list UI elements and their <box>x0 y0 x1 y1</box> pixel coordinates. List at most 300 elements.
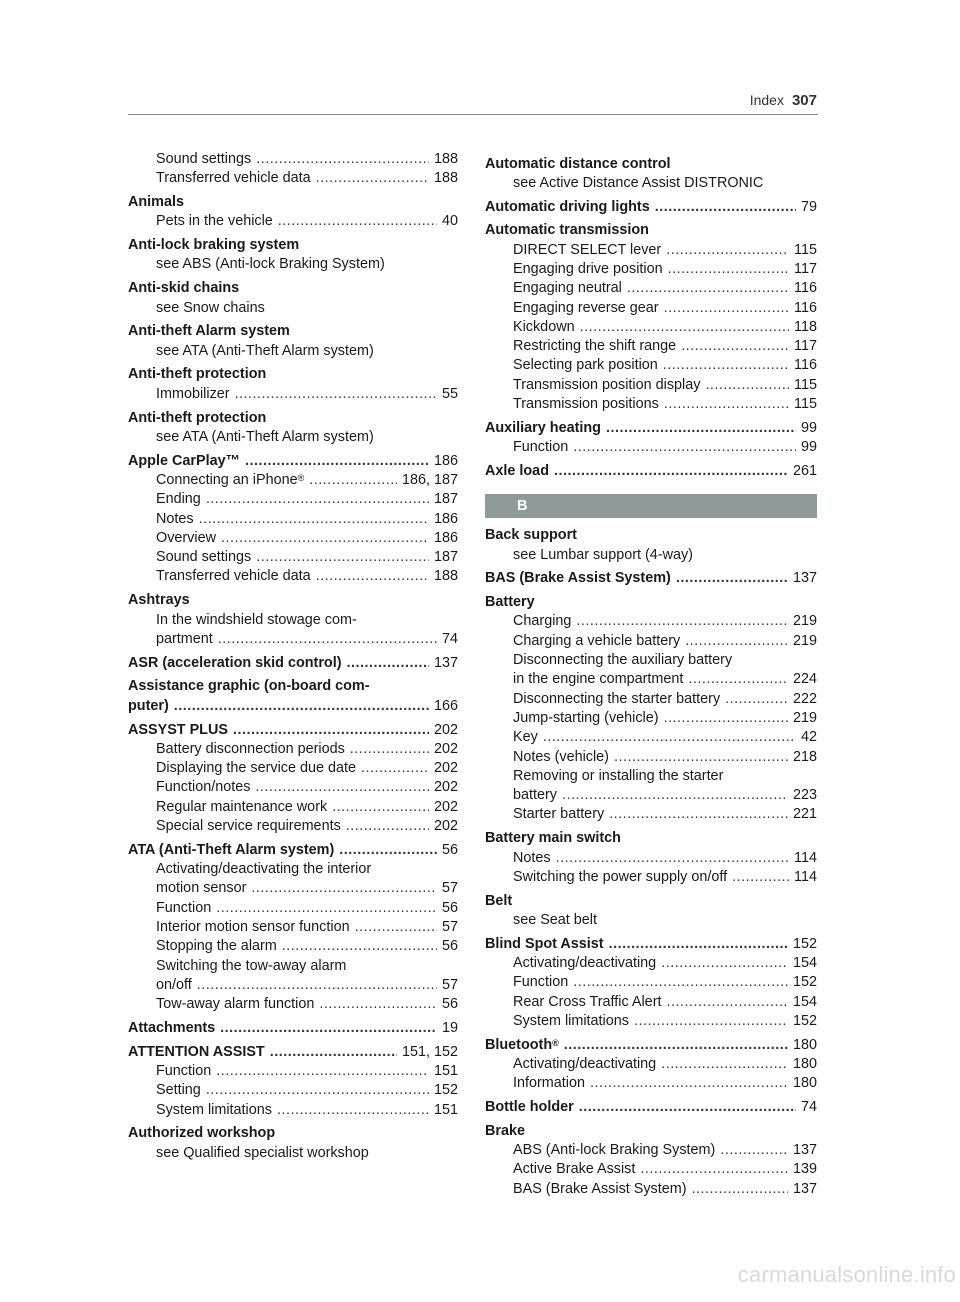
entry-text: Connecting an iPhone <box>156 471 298 488</box>
page-reference[interactable]: 115 <box>794 396 817 413</box>
entry-label <box>513 337 676 356</box>
index-subentry[interactable] <box>128 798 458 817</box>
index-subentry[interactable] <box>485 849 817 868</box>
page-reference[interactable]: 152 <box>792 1012 817 1029</box>
index-reference: Removing or installing the starter <box>513 767 724 784</box>
entry-label <box>513 973 568 992</box>
entry-text: Regular maintenance work <box>156 798 328 815</box>
dot-leader <box>564 1036 788 1055</box>
index-subentry[interactable] <box>128 548 458 567</box>
entry-text: Setting <box>156 1082 201 1099</box>
entry-text: Apple CarPlay™ <box>128 452 240 469</box>
index-column-right <box>485 150 817 1199</box>
dot-leader <box>606 419 796 438</box>
page-reference[interactable]: 202 <box>433 779 458 796</box>
page-reference[interactable]: 74 <box>441 630 458 647</box>
page-reference[interactable]: 186, 187 <box>401 471 458 488</box>
entry-label <box>156 976 192 995</box>
page-reference[interactable]: 186 <box>433 529 458 546</box>
page-reference[interactable]: 219 <box>792 709 817 726</box>
entry-text: Transferred vehicle data <box>156 568 311 585</box>
page-reference[interactable]: 55 <box>441 385 458 402</box>
page-reference[interactable]: 116 <box>794 357 817 374</box>
page-reference[interactable]: 99 <box>800 419 817 436</box>
index-subentry[interactable] <box>128 918 458 937</box>
dot-leader <box>255 778 429 797</box>
index-subentry[interactable] <box>485 241 817 260</box>
index-subentry[interactable] <box>128 567 458 586</box>
entry-text: Transmission positions <box>513 396 659 413</box>
index-heading-entry[interactable] <box>128 697 458 716</box>
dot-leader <box>199 510 429 529</box>
index-heading-entry[interactable] <box>128 1043 458 1062</box>
dot-leader <box>216 1062 429 1081</box>
page-reference[interactable]: 116 <box>794 299 817 316</box>
page-number: 307 <box>791 92 817 109</box>
dot-leader <box>319 995 437 1014</box>
dot-leader <box>705 376 789 395</box>
index-subentry[interactable] <box>128 937 458 956</box>
index-heading-entry[interactable] <box>485 569 817 588</box>
entry-label <box>156 778 250 797</box>
dot-leader <box>676 569 788 588</box>
index-heading-entry[interactable] <box>128 1019 458 1038</box>
dot-leader <box>664 709 788 728</box>
dot-leader <box>278 212 437 231</box>
page-reference[interactable]: 223 <box>792 787 817 804</box>
dot-leader <box>590 1074 788 1093</box>
index-subentry[interactable] <box>485 612 817 631</box>
index-heading-entry[interactable] <box>485 935 817 954</box>
page-reference[interactable]: 139 <box>792 1161 817 1178</box>
entry-label <box>128 721 228 740</box>
page-reference[interactable]: 186 <box>433 452 458 469</box>
dot-leader <box>663 356 789 375</box>
index-heading: Authorized workshop <box>128 1125 276 1142</box>
index-subentry[interactable] <box>485 632 817 651</box>
index-heading: Anti-lock braking system <box>128 237 300 254</box>
page-reference[interactable]: 154 <box>792 954 817 971</box>
page-reference[interactable]: 152 <box>792 974 817 991</box>
index-subentry[interactable] <box>485 670 817 689</box>
index-subentry[interactable] <box>128 471 458 490</box>
index-subentry[interactable] <box>485 337 817 356</box>
page-reference[interactable]: 137 <box>792 1142 817 1159</box>
index-subentry[interactable] <box>485 260 817 279</box>
entry-text: ATTENTION ASSIST <box>128 1043 265 1060</box>
index-subentry[interactable] <box>128 1062 458 1081</box>
index-subentry[interactable] <box>485 1055 817 1074</box>
dot-leader <box>216 899 437 918</box>
index-subentry[interactable] <box>485 1074 817 1093</box>
entry-label <box>156 817 341 836</box>
entry-label <box>128 452 240 471</box>
entry-label <box>156 630 213 649</box>
entry-label <box>156 1062 211 1081</box>
entry-text: Sound settings <box>156 151 252 167</box>
entry-label <box>156 471 304 490</box>
entry-text: Attachments <box>128 1019 216 1036</box>
entry-label <box>128 1019 215 1038</box>
page-reference[interactable]: 261 <box>792 462 817 479</box>
entry-text: Engaging drive position <box>513 260 663 277</box>
dot-leader <box>277 1101 429 1120</box>
entry-text: Function/notes <box>156 779 251 796</box>
index-subentry[interactable] <box>128 529 458 548</box>
dot-leader <box>350 740 429 759</box>
dot-leader <box>256 150 429 169</box>
page-reference[interactable]: 42 <box>800 729 817 746</box>
header-divider <box>128 114 818 115</box>
page-reference[interactable]: 188 <box>433 568 458 585</box>
page-reference[interactable]: 186 <box>433 510 458 527</box>
dot-leader <box>361 759 429 778</box>
index-heading: Assistance graphic (on-board com- <box>128 678 370 695</box>
entry-text: ASSYST PLUS <box>128 721 228 738</box>
entry-text: Function <box>156 1063 212 1080</box>
dot-leader <box>556 849 789 868</box>
dot-leader <box>316 567 429 586</box>
index-subentry[interactable] <box>128 490 458 509</box>
dot-leader <box>573 973 788 992</box>
entry-label <box>513 748 609 767</box>
index-subentry[interactable] <box>485 438 817 457</box>
page-reference[interactable]: 99 <box>800 439 817 456</box>
index-subentry[interactable] <box>128 879 458 898</box>
index-heading-entry[interactable] <box>485 198 817 217</box>
index-subentry[interactable] <box>128 995 458 1014</box>
dot-leader <box>655 198 796 217</box>
entry-text: Battery disconnection periods <box>156 740 345 757</box>
dot-leader <box>666 241 789 260</box>
index-heading: Anti-theft protection <box>128 366 267 383</box>
entry-text: Information <box>513 1075 585 1092</box>
entry-text: BAS (Brake Assist System) <box>485 570 671 587</box>
index-heading: Ashtrays <box>128 592 190 609</box>
dot-leader <box>627 279 789 298</box>
index-subentry[interactable] <box>485 709 817 728</box>
dot-leader <box>579 1098 796 1117</box>
index-heading: Battery main switch <box>485 830 621 847</box>
entry-text: Restricting the shift range <box>513 338 677 355</box>
entry-label <box>513 1012 629 1031</box>
index-heading-entry[interactable] <box>485 462 817 481</box>
page-reference[interactable]: 202 <box>433 818 458 834</box>
page-reference[interactable]: 114 <box>794 849 817 866</box>
index-subentry[interactable] <box>128 817 458 836</box>
dot-leader <box>681 337 789 356</box>
entry-label <box>513 728 538 747</box>
entry-label <box>156 490 201 509</box>
entry-label <box>513 709 659 728</box>
dot-leader <box>661 954 788 973</box>
page-reference[interactable]: 117 <box>794 338 817 355</box>
index-heading-entry[interactable] <box>485 1036 817 1055</box>
page-reference[interactable]: 56 <box>441 938 458 955</box>
dot-leader <box>664 395 789 414</box>
page-reference[interactable]: 19 <box>441 1019 458 1036</box>
page-reference[interactable]: 221 <box>792 806 817 823</box>
dot-leader <box>573 438 796 457</box>
dot-leader <box>220 1019 437 1038</box>
dot-leader <box>661 1055 788 1074</box>
index-reference: see Qualified specialist workshop <box>156 1144 369 1161</box>
entry-label <box>513 670 683 689</box>
page-reference[interactable]: 219 <box>792 613 817 630</box>
page-reference[interactable]: 202 <box>433 740 458 757</box>
dot-leader <box>235 385 437 404</box>
entry-text: Jump-starting (vehicle) <box>513 709 659 726</box>
entry-label <box>513 1141 715 1160</box>
index-subentry[interactable] <box>485 748 817 767</box>
page-reference[interactable]: 151 <box>433 1101 458 1118</box>
entry-label <box>513 805 604 824</box>
dot-leader <box>543 728 796 747</box>
index-heading: Back support <box>485 527 577 544</box>
page-reference[interactable]: 187 <box>433 549 458 566</box>
index-subentry[interactable] <box>485 279 817 298</box>
dot-leader <box>339 841 437 860</box>
entry-text: Pets in the vehicle <box>156 213 273 230</box>
entry-text: Disconnecting the starter battery <box>513 690 721 707</box>
index-subentry[interactable] <box>485 1180 817 1199</box>
entry-label <box>156 740 345 759</box>
index-heading-entry[interactable] <box>128 654 458 673</box>
page-reference[interactable]: 137 <box>792 570 817 587</box>
dot-leader <box>347 654 429 673</box>
dot-leader <box>332 798 429 817</box>
page-reference[interactable]: 166 <box>433 697 458 714</box>
index-subentry[interactable] <box>485 973 817 992</box>
entry-label <box>156 1081 201 1100</box>
index-subentry[interactable] <box>485 954 817 973</box>
index-subentry[interactable] <box>128 510 458 529</box>
index-reference: see Active Distance Assist DISTRONIC <box>513 174 764 191</box>
entry-label <box>513 318 575 337</box>
entry-text: Bottle holder <box>485 1099 574 1116</box>
index-reference: see Seat belt <box>513 911 598 928</box>
index-heading-entry[interactable] <box>128 452 458 471</box>
index-subentry[interactable] <box>128 759 458 778</box>
index-subentry[interactable] <box>128 169 458 188</box>
page-reference[interactable]: 137 <box>792 1180 817 1197</box>
index-subentry[interactable] <box>485 395 817 414</box>
index-subentry[interactable] <box>128 150 458 169</box>
entry-label <box>156 995 314 1014</box>
page-reference[interactable]: 56 <box>441 899 458 916</box>
entry-text: Key <box>513 729 538 746</box>
index-subentry[interactable] <box>128 385 458 404</box>
dot-leader <box>282 937 437 956</box>
index-heading: Animals <box>128 194 184 211</box>
entry-text: Notes <box>513 849 551 866</box>
page-reference[interactable]: 57 <box>441 976 458 993</box>
entry-text: ABS (Anti-lock Braking System) <box>513 1142 716 1159</box>
entry-text: Notes (vehicle) <box>513 748 609 765</box>
page-reference[interactable]: 152 <box>433 1082 458 1099</box>
entry-label <box>128 1043 265 1062</box>
entry-text: Activating/deactivating <box>513 954 657 971</box>
entry-label <box>156 798 327 817</box>
entry-text: in the engine compartment <box>513 671 684 688</box>
index-subentry[interactable] <box>485 993 817 1012</box>
entry-text: Function <box>156 899 212 916</box>
dot-leader <box>554 462 788 481</box>
entry-label <box>156 510 194 529</box>
index-heading-entry[interactable] <box>485 1098 817 1117</box>
dot-leader <box>688 670 788 689</box>
entry-text: Active Brake Assist <box>513 1161 636 1178</box>
index-heading: Anti-skid chains <box>128 280 240 297</box>
index-subentry[interactable] <box>128 1081 458 1100</box>
entry-label <box>513 849 551 868</box>
index-subentry[interactable] <box>485 299 817 318</box>
entry-label <box>513 612 571 631</box>
index-heading-entry[interactable] <box>485 419 817 438</box>
page-reference[interactable]: 56 <box>441 996 458 1013</box>
index-subentry[interactable] <box>485 318 817 337</box>
entry-label <box>156 918 350 937</box>
entry-text: ASR (acceleration skid control) <box>128 654 342 671</box>
page-reference[interactable]: 74 <box>800 1099 817 1116</box>
page-reference[interactable]: 40 <box>441 213 458 230</box>
page-reference[interactable]: 57 <box>441 880 458 897</box>
index-subentry[interactable] <box>128 778 458 797</box>
index-subentry[interactable] <box>485 868 817 887</box>
page-reference[interactable]: 116 <box>794 280 817 297</box>
dot-leader <box>562 786 788 805</box>
section-letter: B <box>485 494 817 518</box>
dot-leader <box>245 452 429 471</box>
entry-label <box>513 954 656 973</box>
index-heading: Anti-theft protection <box>128 409 267 426</box>
index-subentry[interactable] <box>485 786 817 805</box>
entry-label <box>156 879 246 898</box>
page-reference[interactable]: 117 <box>794 260 817 277</box>
index-heading: Belt <box>485 892 513 909</box>
entry-label <box>128 654 342 673</box>
page-reference[interactable]: 180 <box>792 1036 817 1053</box>
entry-label <box>513 438 568 457</box>
index-heading: Automatic transmission <box>485 222 649 239</box>
entry-text: Engaging neutral <box>513 280 622 297</box>
dot-leader <box>634 1012 788 1031</box>
page-reference[interactable]: 115 <box>794 376 817 393</box>
page-reference[interactable]: 114 <box>794 868 817 885</box>
entry-label <box>156 899 211 918</box>
entry-text: partment <box>156 630 213 647</box>
dot-leader <box>576 612 788 631</box>
dot-leader <box>197 976 437 995</box>
dot-leader <box>692 1180 788 1199</box>
index-reference: In the windshield stowage com- <box>156 611 357 628</box>
index-subentry[interactable] <box>128 899 458 918</box>
page-reference[interactable]: 57 <box>441 918 458 935</box>
entry-text: Function <box>513 439 569 456</box>
page-reference[interactable]: 188 <box>433 170 458 187</box>
page-reference[interactable]: 224 <box>792 671 817 688</box>
page-reference[interactable]: 180 <box>792 1055 817 1072</box>
entry-label <box>156 548 251 567</box>
index-subentry[interactable] <box>128 212 458 231</box>
entry-label <box>156 759 356 778</box>
index-subentry[interactable] <box>128 630 458 649</box>
index-heading-entry[interactable] <box>128 721 458 740</box>
page-reference[interactable]: 202 <box>433 721 458 738</box>
index-heading: Brake <box>485 1122 526 1139</box>
dot-leader <box>221 529 429 548</box>
dot-leader <box>725 690 788 709</box>
dot-leader <box>580 318 789 337</box>
index-subentry[interactable] <box>128 976 458 995</box>
header-section-label: Index <box>749 92 784 108</box>
index-subentry[interactable] <box>128 1101 458 1120</box>
page-reference[interactable]: 180 <box>792 1075 817 1092</box>
page-reference[interactable]: 137 <box>433 654 458 671</box>
page-reference[interactable]: 222 <box>792 690 817 707</box>
page-reference[interactable]: 187 <box>433 491 458 508</box>
page-reference[interactable]: 151 <box>433 1063 458 1080</box>
page-reference[interactable]: 79 <box>800 198 817 215</box>
index-reference: Activating/deactivating the interior <box>156 861 372 878</box>
index-heading: Anti-theft Alarm system <box>128 323 290 340</box>
entry-text: Transferred vehicle data <box>156 170 311 187</box>
entry-label <box>513 299 659 318</box>
page-reference[interactable]: 188 <box>433 151 458 167</box>
index-subentry[interactable] <box>485 1160 817 1179</box>
page-reference[interactable]: 202 <box>433 798 458 815</box>
index-reference: Switching the tow-away alarm <box>156 957 347 974</box>
page-reference[interactable]: 218 <box>792 748 817 765</box>
entry-label <box>513 1055 656 1074</box>
page-reference[interactable]: 56 <box>441 841 458 858</box>
page-reference[interactable]: 154 <box>792 993 817 1010</box>
index-heading-entry[interactable] <box>128 841 458 860</box>
page-reference[interactable]: 202 <box>433 760 458 777</box>
index-subentry[interactable] <box>485 690 817 709</box>
index-subentry[interactable] <box>485 1141 817 1160</box>
dot-leader <box>218 630 437 649</box>
registered-mark: ® <box>552 1037 559 1048</box>
page-reference[interactable]: 151, 152 <box>401 1043 458 1060</box>
page-reference[interactable]: 118 <box>794 318 817 335</box>
entry-label <box>513 356 658 375</box>
dot-leader <box>720 1141 788 1160</box>
page-reference[interactable]: 152 <box>792 935 817 952</box>
entry-text: Automatic driving lights <box>485 198 650 215</box>
dot-leader <box>664 299 789 318</box>
page-reference[interactable]: 115 <box>794 241 817 258</box>
index-subentry[interactable] <box>485 728 817 747</box>
entry-text: on/off <box>156 976 192 993</box>
entry-text: Activating/deactivating <box>513 1055 657 1072</box>
entry-label <box>485 569 671 588</box>
entry-label <box>513 690 720 709</box>
entry-label <box>156 1101 272 1120</box>
index-subentry[interactable] <box>485 376 817 395</box>
dot-leader <box>251 879 437 898</box>
page-reference[interactable]: 219 <box>792 632 817 649</box>
index-reference: see ABS (Anti-lock Braking System) <box>156 256 385 273</box>
index-subentry[interactable] <box>485 805 817 824</box>
index-subentry[interactable] <box>485 1012 817 1031</box>
entry-text: System limitations <box>513 1012 629 1029</box>
index-subentry[interactable] <box>485 356 817 375</box>
entry-label <box>485 1036 559 1055</box>
index-subentry[interactable] <box>128 740 458 759</box>
entry-label <box>513 1180 687 1199</box>
entry-label <box>156 169 311 188</box>
